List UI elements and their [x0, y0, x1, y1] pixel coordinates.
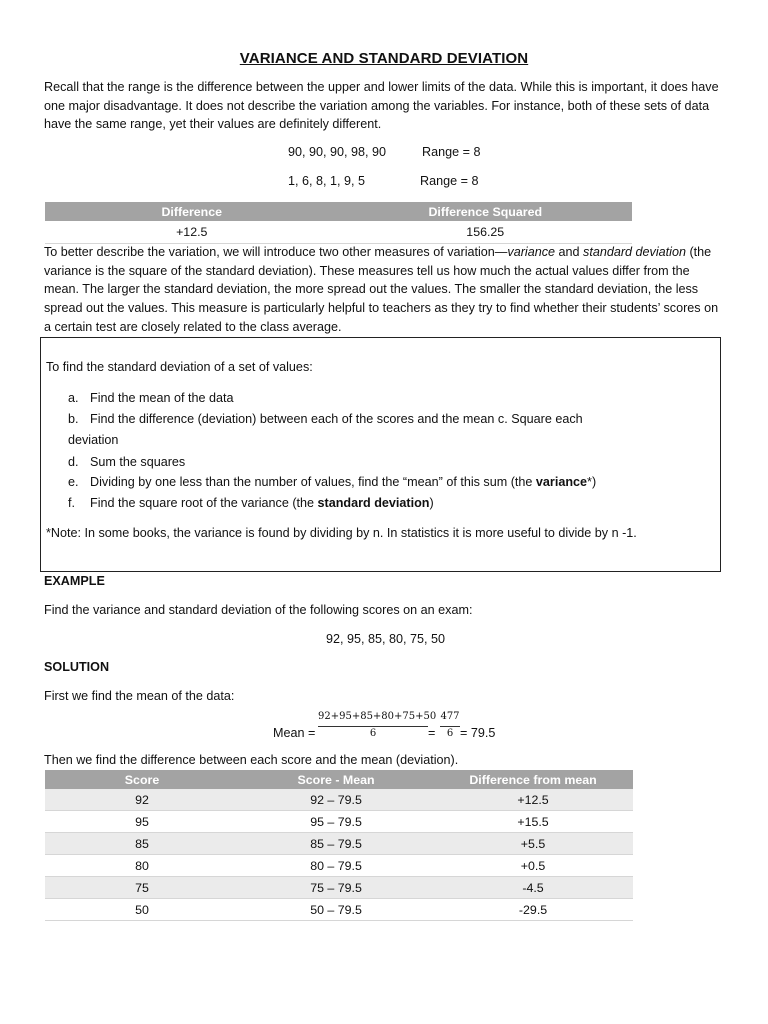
score-cell: 80	[45, 855, 239, 877]
steps-box	[40, 337, 721, 572]
score-minus-mean-header: Score - Mean	[239, 770, 433, 789]
table-row	[45, 877, 633, 899]
steps-heading: To find the standard deviation of a set of values:	[46, 360, 313, 374]
difference-header: Difference	[45, 202, 339, 221]
step-c-text: deviation	[68, 433, 119, 447]
standard-deviation-term: standard deviation	[583, 245, 686, 259]
step-e-marker: e.	[68, 475, 79, 489]
step-f-end: )	[429, 496, 434, 510]
step-f-marker: f.	[68, 496, 75, 510]
exam-scores: 92, 95, 85, 80, 75, 50	[326, 632, 446, 646]
set-1-range: Range = 8	[422, 145, 481, 159]
difference-cell: -4.5	[433, 877, 633, 899]
step-b	[68, 412, 583, 426]
set-2-range: Range = 8	[420, 174, 479, 188]
step-f	[68, 496, 434, 510]
score-cell: 75	[45, 877, 239, 899]
solution-label: SOLUTION	[44, 660, 110, 674]
variation-text-mid: and	[555, 245, 584, 259]
difference-table	[45, 202, 632, 244]
difference-cell: +12.5	[433, 789, 633, 811]
score-header: Score	[45, 770, 239, 789]
variation-text-after: (the variance is the square of the standard deviation). These measures tell us how much the actual values differ from the mean. The larger the standard deviation, the more spread out the values. The smaller the standard deviation, the less spread out the values. This measure is particularly helpful to teachers as they try to find whether their students’ scores on a certain test are closely related to the class average.	[44, 245, 719, 334]
table-row	[45, 833, 633, 855]
page-title: VARIANCE AND STANDARD DEVIATION	[239, 50, 529, 67]
score-minus-mean-cell: 85 – 79.5	[239, 833, 433, 855]
score-minus-mean-cell: 50 – 79.5	[239, 899, 433, 921]
deviation-text: Then we find the difference between each score and the mean (deviation).	[44, 753, 459, 767]
set-1-values: 90, 90, 90, 98, 90	[288, 145, 387, 159]
mean-denominator: 6	[369, 728, 377, 739]
mean-sum-line	[440, 726, 460, 727]
solution-text: First we find the mean of the data:	[44, 689, 235, 703]
difference-cell: +5.5	[433, 833, 633, 855]
score-minus-mean-cell: 80 – 79.5	[239, 855, 433, 877]
step-d-marker: d.	[68, 455, 79, 469]
step-b-marker: b.	[68, 412, 79, 426]
set-2-values: 1, 6, 8, 1, 9, 5	[288, 174, 366, 188]
mean-label: Mean =	[273, 726, 316, 740]
score-minus-mean-cell: 95 – 79.5	[239, 811, 433, 833]
difference-squared-cell: 156.25	[339, 221, 633, 244]
step-f-text: Find the square root of the variance (the	[90, 496, 318, 510]
step-d	[68, 455, 185, 469]
variance-term: variance	[507, 245, 556, 259]
score-cell: 95	[45, 811, 239, 833]
score-minus-mean-cell: 92 – 79.5	[239, 789, 433, 811]
intro-paragraph: Recall that the range is the difference between the upper and lower limits of the data. While this is important, it does have one major disadvantage. It does not describe the variation among the variables. For instance, both of these sets of data have the same range, yet their values are definitely different.	[44, 80, 719, 132]
step-a-text: Find the mean of the data	[90, 391, 234, 405]
example-label: EXAMPLE	[44, 574, 105, 588]
mean-sum-numerator: 477	[440, 711, 460, 722]
step-e	[68, 475, 596, 489]
example-text: Find the variance and standard deviation of the following scores on an exam:	[44, 603, 473, 617]
table-row	[45, 899, 633, 921]
variation-text-before: To better describe the variation, we will introduce two other measures of variation—	[44, 245, 508, 259]
step-a-marker: a.	[68, 391, 79, 405]
mean-numerator: 92+95+85+80+75+50	[318, 711, 437, 722]
table-row	[45, 789, 633, 811]
difference-cell: +0.5	[433, 855, 633, 877]
score-cell: 85	[45, 833, 239, 855]
difference-squared-header: Difference Squared	[339, 202, 633, 221]
mean-result: = 79.5	[460, 726, 496, 740]
step-b-text: Find the difference (deviation) between each of the scores and the mean c. Square each	[90, 412, 583, 426]
step-a	[68, 391, 234, 405]
step-e-bold: variance	[535, 475, 588, 489]
mean-fraction-line	[318, 726, 428, 727]
steps-note: *Note: In some books, the variance is found by dividing by n. In statistics it is more useful to divide by n -1.	[46, 526, 637, 540]
table-row	[45, 811, 633, 833]
step-c-continuation	[68, 433, 118, 447]
difference-cell: +15.5	[433, 811, 633, 833]
deviation-table	[45, 770, 633, 921]
mean-sum-denominator: 6	[446, 728, 454, 739]
step-e-text: Dividing by one less than the number of values, find the “mean” of this sum (the	[90, 475, 536, 489]
difference-from-mean-header: Difference from mean	[433, 770, 633, 789]
difference-cell: -29.5	[433, 899, 633, 921]
variation-paragraph	[44, 243, 726, 337]
score-cell: 50	[45, 899, 239, 921]
score-minus-mean-cell: 75 – 79.5	[239, 877, 433, 899]
table-row	[45, 855, 633, 877]
step-e-end: *)	[587, 475, 597, 489]
mean-equals: =	[428, 726, 436, 740]
score-cell: 92	[45, 789, 239, 811]
difference-cell: +12.5	[45, 221, 339, 244]
step-f-bold: standard deviation	[317, 496, 430, 510]
step-d-text: Sum the squares	[90, 455, 186, 469]
